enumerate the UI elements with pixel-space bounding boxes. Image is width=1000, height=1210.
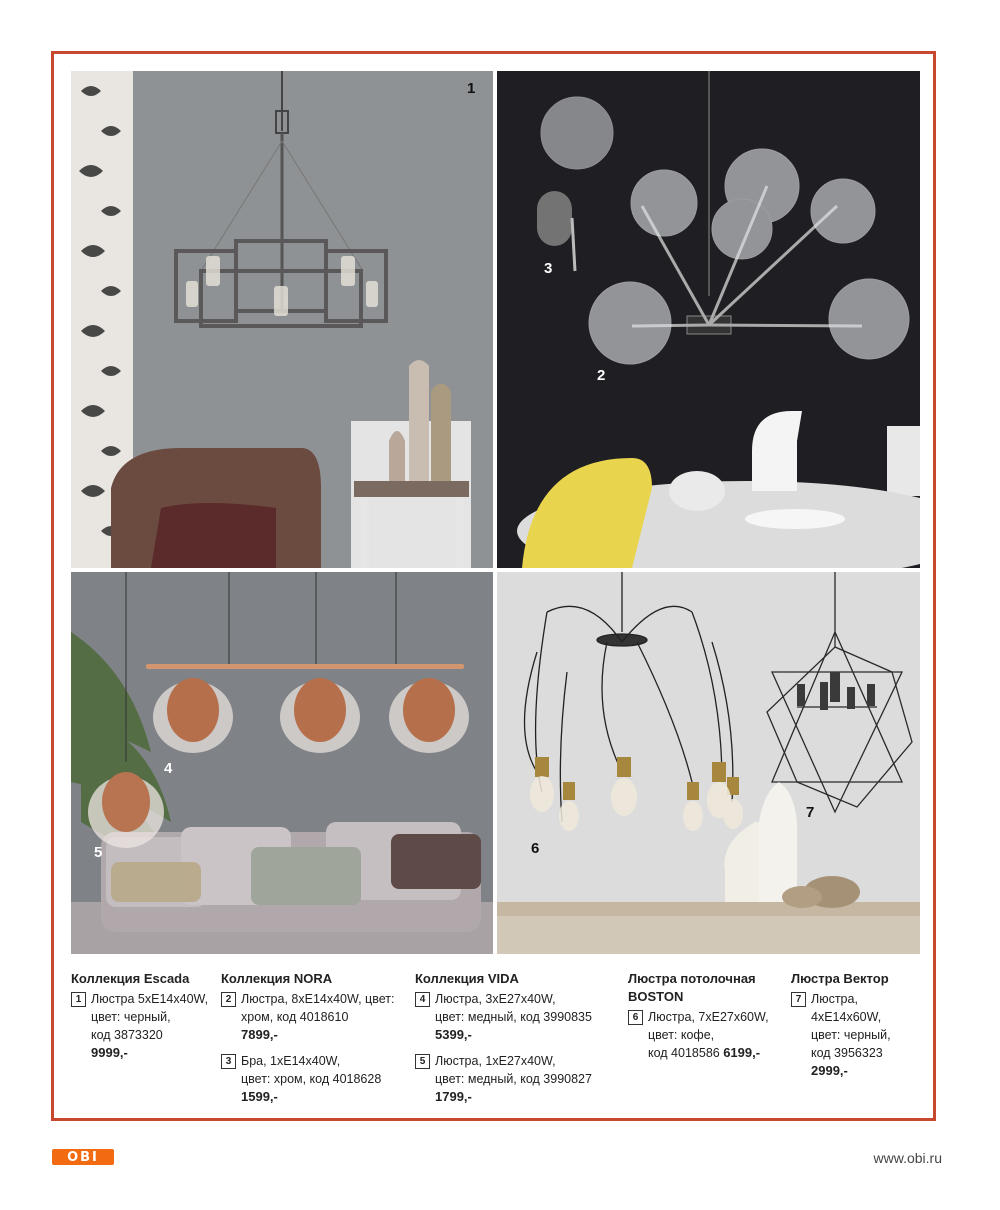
caption-boston xyxy=(628,970,788,1062)
product-captions xyxy=(71,970,931,1120)
caption-item-6 xyxy=(628,1008,788,1062)
item-number-box: 3 xyxy=(221,1054,236,1069)
caption-vida xyxy=(415,970,615,1106)
caption-title: Коллекция NORA xyxy=(221,971,333,986)
photo-number-6: 6 xyxy=(531,840,540,857)
item-price: 9999,- xyxy=(91,1045,128,1060)
item-line: цвет: кофе, xyxy=(648,1028,715,1042)
item-line: хром, код 4018610 xyxy=(241,1010,349,1024)
item-line xyxy=(648,1044,788,1062)
item-line: Люстра, 1хЕ27х40W, xyxy=(435,1054,556,1068)
caption-title: Коллекция Escada xyxy=(71,971,190,986)
item-line: 4хЕ14х60W, xyxy=(811,1010,882,1024)
site-url[interactable]: www.obi.ru xyxy=(873,1150,942,1166)
item-number-box: 7 xyxy=(791,992,806,1007)
item-line: Бра, 1хЕ14х40W, xyxy=(241,1054,341,1068)
photo-nora-chandelier xyxy=(497,71,920,568)
item-line: Люстра 5хЕ14х40W, xyxy=(91,992,209,1006)
caption-nora xyxy=(221,970,411,1106)
item-line: код 3873320 xyxy=(91,1028,163,1042)
photo-number-4: 4 xyxy=(164,760,173,777)
item-line-code: код 4018586 xyxy=(648,1046,720,1060)
item-line: Люстра, xyxy=(811,992,858,1006)
item-line: код 3956323 xyxy=(811,1046,883,1060)
caption-item-3 xyxy=(221,1052,411,1106)
caption-item-5 xyxy=(415,1052,615,1106)
photo-boston-vektor xyxy=(497,572,920,954)
item-line: цвет: черный, xyxy=(811,1028,891,1042)
item-line: Люстра, 8хЕ14х40W, цвет: xyxy=(241,992,395,1006)
photo-number-1: 1 xyxy=(467,80,476,97)
caption-title-line2: BOSTON xyxy=(628,989,684,1004)
item-number-box: 5 xyxy=(415,1054,430,1069)
caption-escada xyxy=(71,970,216,1062)
item-price: 7899,- xyxy=(241,1027,278,1042)
photo-vida-pendants xyxy=(71,572,493,954)
caption-item-1 xyxy=(71,990,216,1062)
item-number-box: 1 xyxy=(71,992,86,1007)
item-price: 1599,- xyxy=(241,1089,278,1104)
photo-number-7: 7 xyxy=(806,804,815,821)
item-line: цвет: медный, код 3990827 xyxy=(435,1072,592,1086)
item-price: 1799,- xyxy=(435,1089,472,1104)
item-line: цвет: медный, код 3990835 xyxy=(435,1010,592,1024)
item-number-box: 2 xyxy=(221,992,236,1007)
caption-title-line1: Люстра потолочная xyxy=(628,971,756,986)
caption-item-2 xyxy=(221,990,411,1044)
item-price: 2999,- xyxy=(811,1063,848,1078)
item-line: Люстра, 3хЕ27х40W, xyxy=(435,992,556,1006)
obi-logo: OBI xyxy=(52,1149,114,1165)
item-price: 6199,- xyxy=(723,1045,761,1060)
photo-escada-chandelier xyxy=(71,71,493,568)
photo-number-3: 3 xyxy=(544,260,553,277)
caption-item-4 xyxy=(415,990,615,1044)
caption-vektor xyxy=(791,970,921,1080)
item-line: Люстра, 7хЕ27х60W, xyxy=(648,1010,769,1024)
caption-title: Коллекция VIDA xyxy=(415,971,519,986)
item-line: цвет: хром, код 4018628 xyxy=(241,1072,382,1086)
item-number-box: 4 xyxy=(415,992,430,1007)
item-line: цвет: черный, xyxy=(91,1010,171,1024)
photo-number-2: 2 xyxy=(597,367,606,384)
photo-number-5: 5 xyxy=(94,844,103,861)
item-number-box: 6 xyxy=(628,1010,643,1025)
caption-item-7 xyxy=(791,990,921,1080)
caption-title: Люстра Вектор xyxy=(791,971,889,986)
item-price: 5399,- xyxy=(435,1027,472,1042)
